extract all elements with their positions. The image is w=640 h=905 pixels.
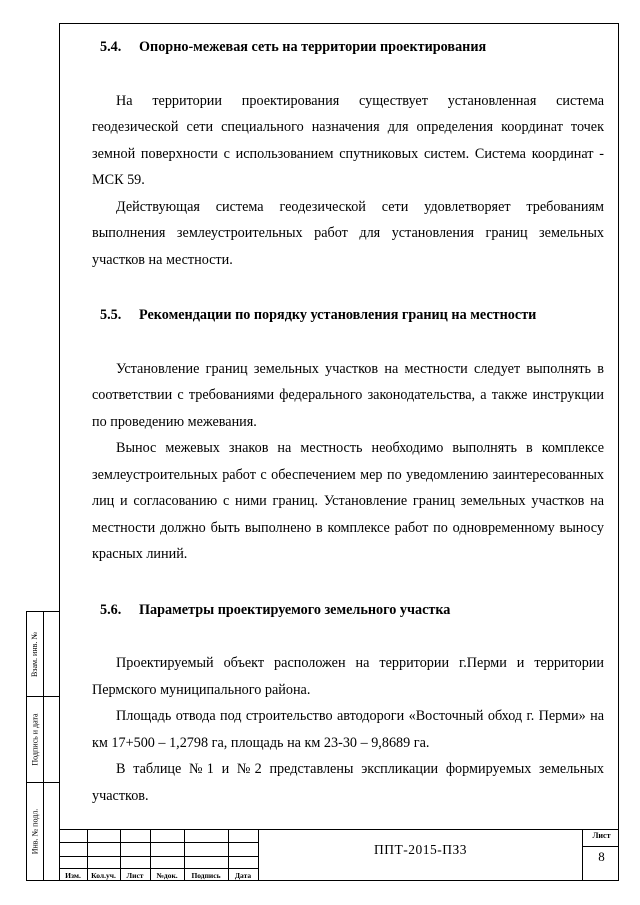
replaced-inventory-label: Взам. инв. №: [30, 631, 40, 677]
column-label-sheet: Лист: [126, 871, 144, 880]
document-code: ППТ-2015-ПЗ3: [374, 842, 467, 857]
section-title: Рекомендации по порядку установления границ на местности: [139, 307, 537, 323]
column-label-date: Дата: [234, 871, 252, 880]
paragraph: Вынос межевых знаков на местность необходимо выполнять в комплексе землеустроительных работ с обеспечением мер по уведомлению заинтересованных лиц и согласованию с ними границ. Установление границ земельных участков на местности должно быть выполнено в комплексе работ по одновременному выносу красных линий.: [92, 440, 604, 562]
section-heading: [92, 302, 604, 329]
column-label-change: Изм.: [65, 871, 81, 880]
document-body: [92, 34, 604, 809]
column-label-count: Кол.уч.: [91, 871, 116, 880]
paragraph: Установление границ земельных участков на местности следует выполнять в соответствии с требованиями федерального законодательства, а также инструкции по проведению межевания.: [92, 360, 604, 430]
signature-date-label: Подпись и дата: [30, 712, 40, 766]
section-title: Параметры проектируемого земельного участка: [139, 601, 451, 618]
column-label-doc-number: №док.: [156, 871, 178, 880]
paragraph: Действующая система геодезической сети удовлетворяет требованиям выполнения землеустроительных работ для установления границ земельных участков на местности.: [92, 198, 604, 268]
paragraph: Площадь отвода под строительство автодороги «Восточный обход г. Перми» на км 17+500 – 1,2798 га, площадь на км 23-30 – 9,8689 га.: [92, 708, 604, 751]
section-heading: [92, 34, 604, 61]
paragraph: На территории проектирования существует установленная система геодезической сети специального назначения для определения координат точек земной поверхности с использованием спутниковых систем. Система координат - МСК 59.: [92, 92, 604, 188]
section-number: 5.4.: [100, 39, 122, 55]
column-label-signature: Подпись: [191, 871, 221, 880]
title-block: [59, 829, 619, 881]
section-number: 5.5.: [100, 307, 122, 323]
paragraph: Проектируемый объект расположен на территории г.Перми и территории Пермского муниципального района.: [92, 655, 604, 698]
sheet-label: Лист: [592, 831, 611, 840]
section-number: 5.6.: [100, 601, 122, 618]
section-title: Опорно-межевая сеть на территории проектирования: [139, 39, 487, 55]
sheet-number: 8: [598, 849, 605, 864]
original-inventory-label: Инв. № подл.: [30, 808, 40, 854]
paragraph: В таблице №1 и №2 представлены экспликации формируемых земельных участков.: [92, 761, 604, 804]
section-heading: [92, 597, 604, 624]
binding-margin-strip: [26, 611, 59, 881]
